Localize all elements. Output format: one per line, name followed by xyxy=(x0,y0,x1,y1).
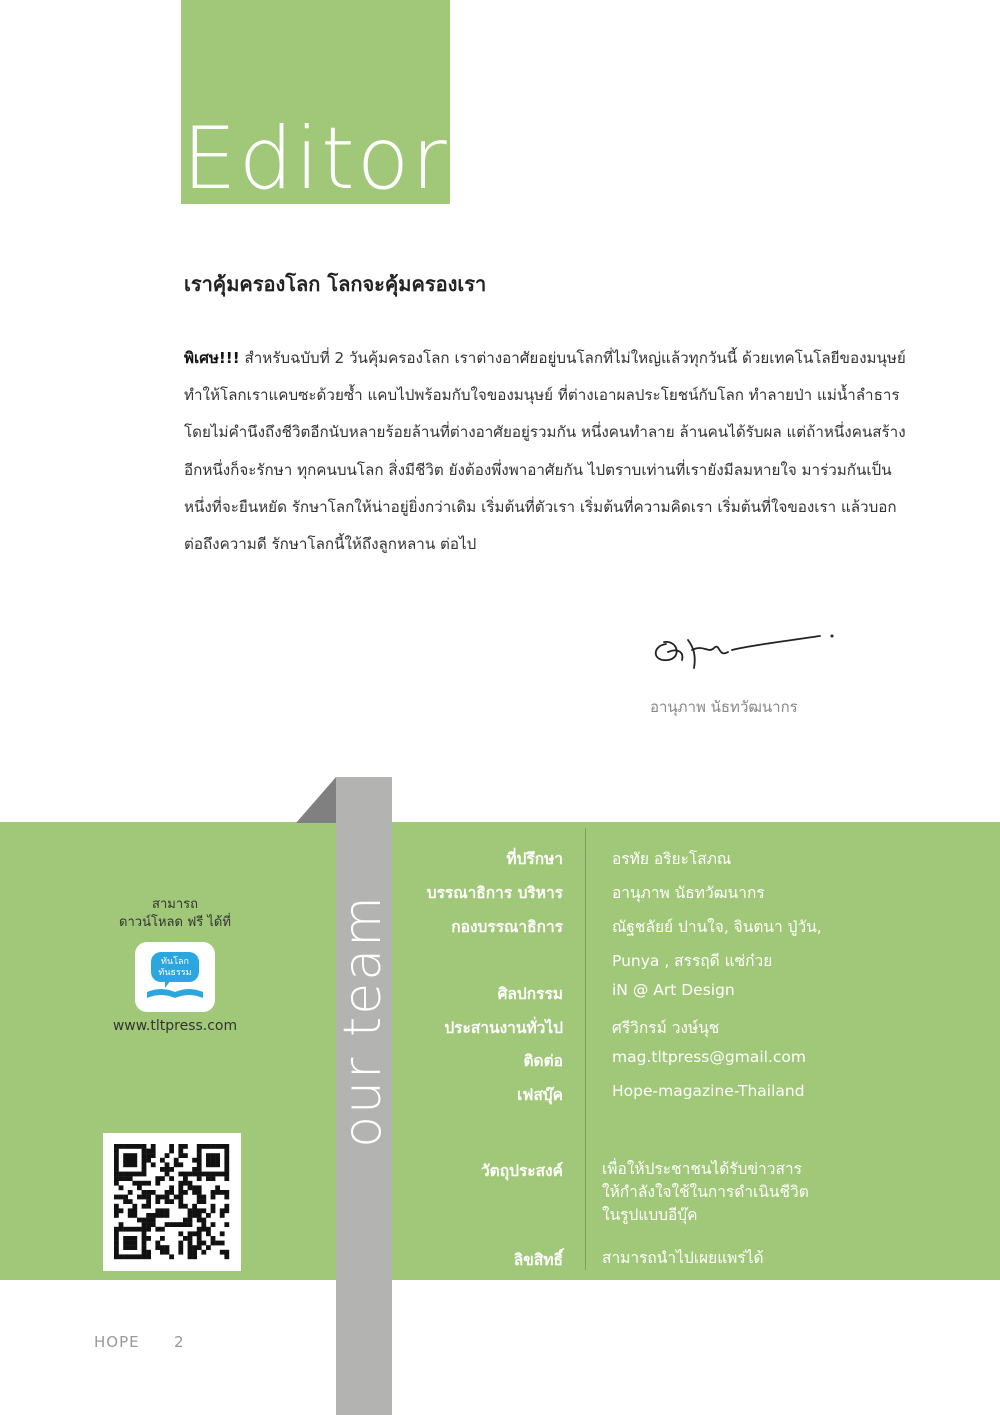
rights-value: สามารถนำไปเผยแพร่ได้ xyxy=(602,1249,764,1267)
credit-label: ศิลปกรรม xyxy=(497,985,563,1003)
ribbon-label: our team xyxy=(333,894,393,1148)
page-number: 2 xyxy=(174,1333,184,1351)
download-line-1: สามารถ xyxy=(152,897,198,912)
download-caption xyxy=(90,896,260,932)
article-line: สำหรับฉบับที่ 2 วันคุ้มครองโลก เราต่างอาศัยอยู่บนโลกที่ไม่ใหญ่แล้วทุกวันนี้ ด้วยเทคโนโลยีของมนุษย์ xyxy=(239,349,906,367)
article-headline: เราคุ้มครองโลก โลกจะคุ้มครองเรา xyxy=(184,272,487,296)
credit-value: อานุภาพ นัธทวัฒนากร xyxy=(612,884,765,902)
credit-label: ประสานงานทั่วไป xyxy=(444,1019,563,1037)
credits-divider xyxy=(585,828,586,1270)
objective-line: ให้กำลังใจใช้ในการดำเนินชีวิต xyxy=(602,1183,809,1201)
rights-label: ลิขสิทธิ์ xyxy=(513,1251,563,1269)
qr-code-icon xyxy=(103,1133,241,1271)
credit-value: ศรีวิกรม์ วงษ์นุช xyxy=(612,1019,720,1037)
editor-header-block xyxy=(181,0,450,209)
app-icon[interactable] xyxy=(135,942,215,1012)
credit-label: ที่ปรึกษา xyxy=(506,850,563,868)
article-line: หนึ่งที่จะยืนหยัด รักษาโลกให้น่าอยู่ยิ่งกว่าเดิม เริ่มต้นที่ตัวเรา เริ่มต้นที่ความคิดเรา เริ่มต้นที่ใจของเรา แล้วบอก xyxy=(184,497,897,516)
book-icon xyxy=(135,942,215,1012)
credit-value: Punya , สรรฤดี แซ่ก๋วย xyxy=(612,952,773,970)
credit-label: กองบรรณาธิการ xyxy=(451,918,563,936)
objective-line: ในรูปแบบอีบุ๊ค xyxy=(602,1206,698,1224)
footer-brand: HOPE xyxy=(94,1333,140,1351)
contact-email[interactable]: mag.tltpress@gmail.com xyxy=(612,1048,806,1066)
app-name-line-2: ทันธรรม xyxy=(158,968,192,978)
article-line: อีกหนึ่งก็จะรักษา ทุกคนบนโลก สิ่งมีชีวิต ยังต้องพึ่งพาอาศัยกัน ไปตราบเท่านที่เรายังมีลมหายใจ มาร่วมกันเป็น xyxy=(184,460,892,479)
credit-value: iN @ Art Design xyxy=(612,981,735,999)
credit-label: เฟสบุ๊ค xyxy=(517,1086,563,1104)
article-line: โดยไม่คำนึงถึงชีวิตอีกนับหลายร้อยล้านที่ต่างอาศัยอยู่รวมกัน หนึ่งคนทำลาย ล้านคนได้รับผล แต่ถ้าหนึ่งคนสร้าง xyxy=(184,423,906,442)
article-line: ต่อถึงความดี รักษาโลกนี้ให้ถึงลูกหลาน ต่อไป xyxy=(184,535,477,554)
qr-code xyxy=(103,1133,241,1271)
facebook-page[interactable]: Hope-magazine-Thailand xyxy=(612,1082,805,1100)
article-body xyxy=(184,340,914,563)
app-name-line-1: ทันโลก xyxy=(161,957,189,967)
credit-label: ติดต่อ xyxy=(523,1052,563,1070)
page-title: Editor xyxy=(182,109,449,209)
ribbon-fold xyxy=(296,777,336,823)
credit-value: ณัฐชลัยย์ ปานใจ, จินตนา ปู่วัน, xyxy=(612,918,822,936)
website-link[interactable]: www.tltpress.com xyxy=(112,1018,238,1034)
objective-text xyxy=(602,1158,809,1227)
article-lead: พิเศษ!!! xyxy=(184,349,240,367)
signature-image xyxy=(648,622,838,672)
credit-value: อรทัย อริยะโสภณ xyxy=(612,850,732,868)
article-line: ทำให้โลกเราแคบซะด้วยซ้ำ แคบไปพร้อมกับใจของมนุษย์ ที่ต่างเอาผลประโยชน์กับโลก ทำลายป่า แม่น้ำลำธาร xyxy=(184,386,900,405)
objective-label: วัตถุประสงค์ xyxy=(480,1162,563,1180)
objective-line: เพื่อให้ประชาชนได้รับข่าวสาร xyxy=(602,1160,802,1178)
download-line-2: ดาวน์โหลด ฟรี ได้ที่ xyxy=(119,915,231,930)
signer-name: อานุภาพ นัธทวัฒนากร xyxy=(650,698,798,716)
credit-label: บรรณาธิการ บริหาร xyxy=(426,884,563,902)
